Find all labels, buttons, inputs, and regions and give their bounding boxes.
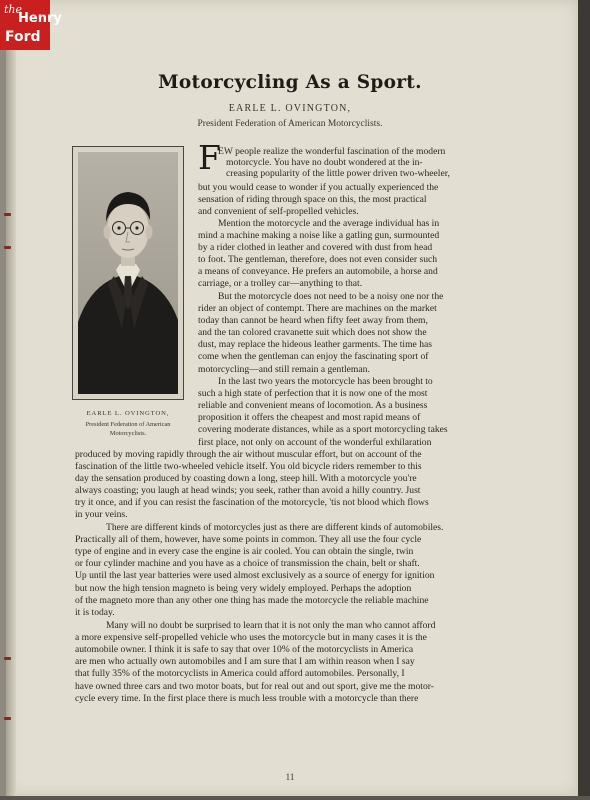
body-line: first place, not only on account of the wonderful exhilaration [198, 437, 432, 448]
body-line: carriage, or a trolley car—anything to that. [198, 278, 363, 289]
right-page-edge [578, 0, 590, 800]
body-line: but now the high tension magneto is being very widely employed. Perhaps the adoption [75, 583, 412, 594]
body-line: mind a machine making a noise like a gatling gun, surmounted [198, 230, 440, 241]
binding-thread-mark [4, 213, 11, 216]
body-line: such a high state of perfection that it is now one of the most [198, 388, 428, 399]
body-line: it is today. [75, 607, 115, 618]
photo-caption-role-line: Motorcyclists. [109, 430, 147, 437]
body-line: have owned three cars and two motor boats, but for real out and out sport, give me the motor- [75, 681, 434, 692]
body-line: automobile owner. I think it is safe to say that over 10% of the motorcyclists in America [75, 644, 414, 655]
body-line: fascination of the little two-wheeled vehicle itself. You old bicycle riders remember to this [75, 461, 422, 472]
body-line: Up until the last year batteries were used almost exclusively as a source of energy for ignition [75, 570, 435, 581]
body-line: Practically all of them, however, have some points in common. They all use the four cycle [75, 534, 422, 545]
body-line: in your veins. [75, 509, 128, 520]
body-line: by a rider clothed in leather and covered with dust from head [198, 242, 433, 253]
body-line: or four cylinder machine and you have as a choice of transmission the chain, belt or shaft. [75, 558, 420, 569]
body-line: type of engine and in every case the engine is air cooled. You can obtain the single, twin [75, 546, 414, 557]
article-author: EARLE L. OVINGTON, [228, 103, 352, 114]
logo-text-the: the [4, 3, 23, 16]
body-line: day the sensation produced by coasting down a long, steep hill. With a motorcycle you're [75, 473, 417, 484]
body-line: There are different kinds of motorcycles just as there are different kinds of automobiles. [106, 522, 444, 533]
body-line: reliable and convenient means of locomotion. As a business [198, 400, 428, 411]
bottom-page-edge [0, 796, 590, 800]
body-line: are men who actually own automobiles and I am sure that I am within reason when I say [75, 656, 415, 667]
photo-caption-role-line: President Federation of American [85, 421, 171, 428]
binding-thread-mark [4, 717, 11, 720]
body-line: sensation of riding through space on this, the most practical [198, 194, 427, 205]
article-title: Motorcycling As a Sport. [158, 72, 422, 93]
body-line: motorcycle. You have no doubt wondered at the in- [226, 157, 423, 168]
body-line: proposition it offers the cheapest and most rapid means of [198, 412, 421, 423]
page-number: 11 [285, 772, 295, 782]
body-line: dust, may replace the hideous leather garments. The time has [198, 339, 432, 350]
logo-text-ford: Ford [5, 29, 41, 45]
binding-thread-mark [4, 657, 11, 660]
body-line: but you would cease to wonder if you actually experienced the [198, 182, 439, 193]
body-line: EW people realize the wonderful fascination of the modern [218, 146, 446, 157]
body-line: motorcycling—and still remain a gentleman. [198, 364, 370, 375]
page-spine-shadow [6, 0, 16, 796]
henry-ford-logo [0, 0, 62, 50]
body-line: that fully 35% of the motorcyclists in America could afford automobiles. Personally, I [75, 668, 405, 679]
logo-text-henry: Henry [18, 11, 62, 26]
body-line: produced by moving rapidly through the air without muscular effort, but on account of the [75, 449, 422, 460]
body-line: to foot. The gentleman, therefore, does not even consider such [198, 254, 438, 265]
body-line: covering moderate distances, while as a sport motorcycling takes [198, 424, 448, 435]
body-line: and convenient of self-propelled vehicles. [198, 206, 359, 217]
body-line: But the motorcycle does not need to be a noisy one nor the [218, 291, 444, 302]
body-line: of the magneto more than any other one thing has made the motorcycle the reliable machine [75, 595, 429, 606]
drop-cap: F [198, 138, 221, 177]
photo-caption-name: EARLE L. OVINGTON, [86, 410, 170, 417]
body-line: cycle every time. In the first place there is much less trouble with a motorcycle than there [75, 693, 419, 704]
body-line: a means of conveyance. He prefers an automobile, a horse and [198, 266, 438, 277]
body-line: come when the gentleman can enjoy the fascinating sport of [198, 351, 429, 362]
body-line: Many will no doubt be surprised to learn that it is not only the man who cannot afford [106, 620, 436, 631]
body-line: and the tan colored cravanette suit which does not show the [198, 327, 427, 338]
portrait-photo [78, 152, 178, 394]
author-affiliation: President Federation of American Motorcyclists. [197, 119, 383, 129]
binding-thread-mark [4, 246, 11, 249]
body-line: try it once, and if you can resist the fascination of the motorcycle, 'tis not blood which flows [75, 497, 429, 508]
body-line: creasing popularity of the little power driven two-wheeler, [226, 168, 450, 179]
body-line: always coasting; you laugh at head winds; you seek, rather than avoid a hilly country. Just [75, 485, 421, 496]
body-line: today than cannot be heard when fifty feet away from them, [198, 315, 428, 326]
photo-caption-role [70, 420, 186, 438]
body-line: In the last two years the motorcycle has been brought to [218, 376, 433, 387]
body-line: a more expensive self-propelled vehicle who uses the motorcycle but in many cases it is the [75, 632, 427, 643]
body-line: Mention the motorcycle and the average individual has in [218, 218, 440, 229]
portrait-frame [72, 146, 184, 400]
body-line: rider an object of contempt. There are machines on the market [198, 303, 437, 314]
